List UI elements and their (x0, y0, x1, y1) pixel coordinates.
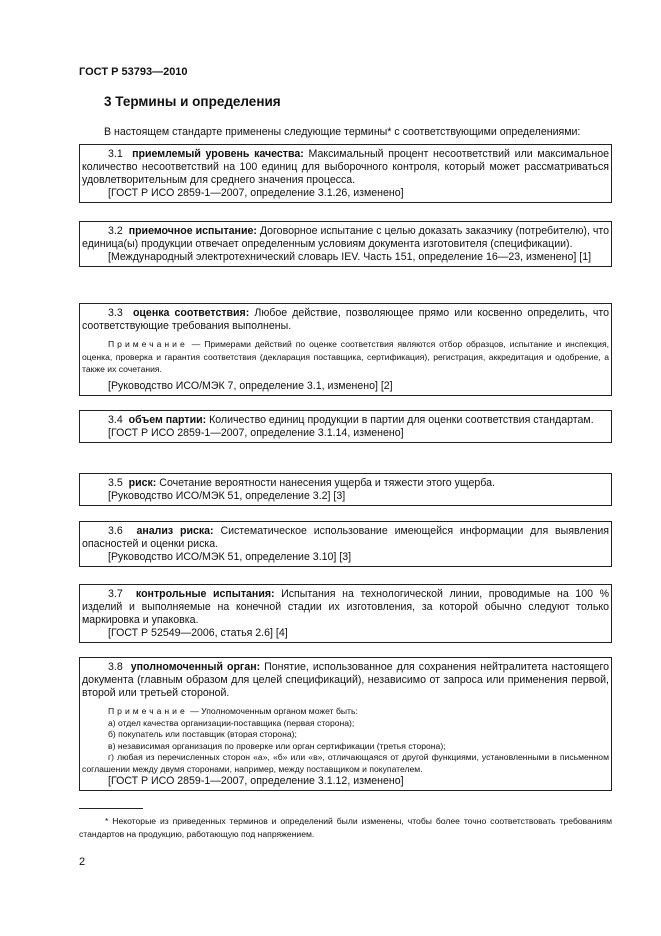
note-label: Примечание (108, 706, 188, 716)
term-box-3-2 (79, 221, 612, 267)
term-definition (82, 414, 609, 427)
note-text: — Примерами действий по оценке соответствия являются отбор образцов, испытание и инспекция, оценка, проверка и гарантия соответствия (декларация поставщика, сертификация), регистрация, аккредитация и одобрение, а также их сочетания. (82, 339, 609, 374)
term-box-3-5 (79, 473, 612, 506)
term-definition (82, 525, 609, 551)
note-list-item: в) независимая организация по проверке или орган сертификации (третья сторона); (108, 740, 446, 751)
term-definition (82, 588, 609, 627)
term-name: уполномоченный орган: (130, 661, 261, 673)
term-definition (82, 307, 609, 333)
note-label: Примечание (108, 339, 188, 349)
term-box-3-1 (79, 144, 612, 203)
note-list-item: а) отдел качества организации-поставщика (первая сторона); (108, 717, 355, 728)
term-box-3-3 (79, 303, 612, 396)
term-note (82, 705, 609, 718)
term-name: риск: (128, 477, 157, 489)
term-reference: [Руководство ИСО/МЭК 51, определение 3.2] [3] (108, 490, 346, 502)
term-reference: [Руководство ИСО/МЭК 51, определение 3.10] [3] (108, 551, 352, 563)
term-reference: [Руководство ИСО/МЭК 7, определение 3.1, изменено] [2] (108, 379, 393, 392)
term-box-3-7 (79, 584, 612, 643)
term-definition (82, 225, 609, 251)
term-name: объем партии: (128, 414, 207, 426)
page-number: 2 (79, 856, 86, 868)
term-name: приемочное испытание: (128, 225, 257, 237)
term-reference: [ГОСТ Р ИСО 2859-1—2007, определение 3.1.12, изменено] (108, 775, 404, 788)
term-text: Количество единиц продукции в партии для оценки соответствия стандартам. (209, 414, 594, 426)
note-text: — Уполномоченным органом может быть: (190, 706, 358, 716)
term-box-3-4 (79, 410, 612, 443)
term-box-3-6 (79, 521, 612, 567)
term-number: 3.5 (108, 477, 123, 489)
term-number: 3.2 (108, 225, 123, 237)
term-number: 3.7 (108, 588, 123, 600)
term-text: Испытания на технологической линии, проводимые на 100 % изделий и выполняемые на конечной стадии их изготовления, за которой обычно следуют только маркировка и упаковка. (82, 588, 609, 626)
term-text: Любое действие, позволяющее прямо или косвенно определить, что соответствующие требования выполнены. (82, 307, 609, 332)
term-text: Сочетание вероятности нанесения ущерба и тяжести этого ущерба. (159, 477, 495, 489)
section-title: 3 Термины и определения (104, 94, 281, 109)
term-number: 3.4 (108, 414, 123, 426)
term-text: Максимальный процент несоответствий или максимальное количество несоответствий на 100 единиц для выборочного контроля, который может рассматриваться удовлетворительным для среднего значения процесса. (82, 148, 610, 186)
term-box-3-8 (79, 657, 612, 791)
term-text: Понятие, использованное для сохранения нейтралитета настоящего документа (главным образом для целей спецификаций), независимо от запроса или применения первой, второй или третьей стороной. (82, 661, 609, 699)
term-definition (82, 661, 609, 700)
note-list-item: б) покупатель или поставщик (вторая сторона); (108, 729, 297, 740)
footnote: * Некоторые из приведенных терминов и определений были изменены, чтобы более точно соответствовать требованиям стандартов на продукцию, работающую под напряжением. (79, 816, 612, 839)
term-number: 3.8 (108, 661, 123, 673)
term-reference: [ГОСТ Р ИСО 2859-1—2007, определение 3.1.14, изменено] (108, 427, 404, 439)
term-reference: [ГОСТ Р 52549—2006, статья 2.6] [4] (108, 627, 288, 639)
term-definition (82, 148, 609, 187)
document-id-header: ГОСТ Р 53793—2010 (79, 66, 188, 78)
term-text: Систематическое использование имеющейся информации для выявления опасностей и оценки риска. (82, 525, 609, 550)
note-list-item: г) любая из перечисленных сторон «а», «б» или «в», отличающаяся от другой функциями, установленными в письменном соглашении между двумя сторонами, например, между поставщиком и покупателем. (82, 752, 609, 774)
term-note (82, 338, 609, 376)
term-reference: [ГОСТ Р ИСО 2859-1—2007, определение 3.1.26, изменено] (108, 187, 404, 199)
term-name: анализ риска: (136, 525, 214, 537)
term-reference: [Международный электротехнический словарь IEV. Часть 151, определение 16—23, изменено] [1] (108, 251, 592, 263)
term-name: приемлемый уровень качества: (132, 148, 304, 160)
term-definition (82, 477, 609, 490)
term-text: Договорное испытание с целью доказать заказчику (потребителю), что единица(ы) продукции отвечает определенным условиям документа изготовителя (спецификации). (82, 225, 609, 250)
term-number: 3.1 (108, 148, 123, 160)
footnote-divider (79, 808, 143, 809)
term-number: 3.3 (108, 307, 123, 319)
term-name: контрольные испытания: (135, 588, 275, 600)
term-number: 3.6 (108, 525, 123, 537)
term-name: оценка соответствия: (132, 307, 250, 319)
intro-paragraph: В настоящем стандарте применены следующие термины* с соответствующими определениями: (104, 126, 581, 138)
